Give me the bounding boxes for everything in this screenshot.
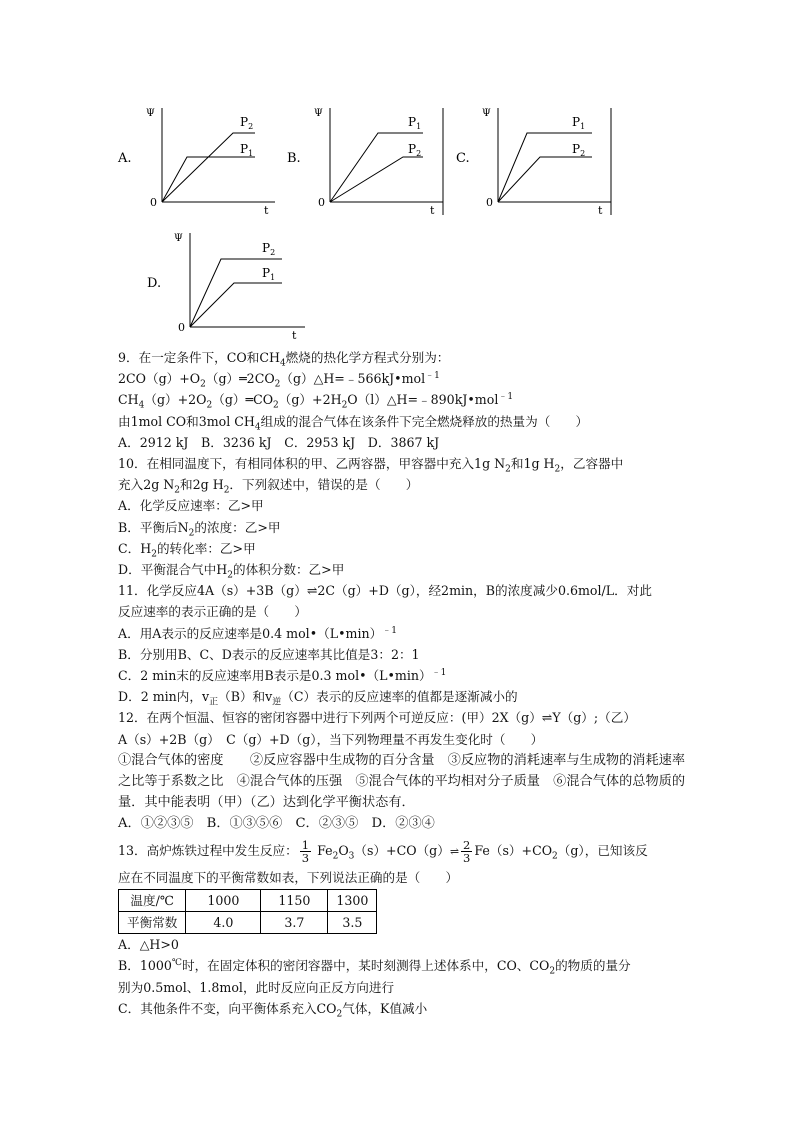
graph-c-lower-label: $P_2$	[572, 142, 586, 158]
q11-option-d: D．2 min内，$v_正(B)$和$v_逆(C)$表示的反应速率的值都是逐渐减小的	[118, 689, 518, 708]
graph-d-lower-curve	[190, 283, 282, 327]
graph-b-origin: 0	[318, 196, 325, 209]
q9-question: 由1mol CO和3mol $CH_4$组成的混合气体在该条件下完全燃烧释放的热量为（ ）	[118, 413, 589, 433]
graph-b-upper-label: $P_1$	[408, 115, 422, 131]
q10-option-a: A．化学反应速率：乙>甲	[118, 498, 264, 514]
graph-d-y-axis: Ψ	[174, 233, 183, 244]
table-cell: 1000	[186, 889, 261, 911]
graph-a-origin: 0	[150, 196, 157, 209]
table-cell: 3.7	[261, 912, 328, 934]
graph-a-x-axis: t	[264, 204, 269, 217]
table-cell: 1300	[328, 889, 377, 911]
graph-a-lower-curve	[162, 157, 255, 202]
graph-d-lower-label: $P_1$	[262, 266, 276, 282]
graph-c-upper-label: $P_1$	[572, 115, 586, 131]
graph-b-label: B.	[287, 151, 301, 166]
q11-option-b: B．分别用B、C、D表示的反应速率其比值是3：2：1	[118, 646, 420, 662]
graph-c-x-axis: t	[598, 204, 603, 217]
graph-c-origin: 0	[486, 196, 493, 209]
q13-fraction-1: $\frac{1}{3}$	[301, 837, 310, 865]
graph-d	[147, 233, 305, 340]
q10-stem-1: 10．在相同温度下，有相同体积的甲、乙两容器，甲容器中充入1g $N_2$和1g $H_2$，乙容器中	[118, 456, 624, 475]
table-cell: 1150	[261, 889, 328, 911]
table-row	[119, 912, 377, 934]
q10-stem-2: 充入2g $N_2$和2g $H_2$．下列叙述中，错误的是（ ）	[118, 477, 419, 496]
q11-stem-2: 反应速率的表示正确的是（ ）	[118, 604, 307, 620]
q13-stem-1: 13．高炉炼铁过程中发生反应： $\frac{1}{3}$ $Fe_2O_3(s)+CO(g)\rightleftharpoons$ $\frac{2}{3}$ $Fe(s)+CO_2(g)$，已知该反	[118, 837, 648, 865]
equilibrium-constant-table	[118, 889, 377, 934]
table-cell: 平衡常数	[119, 912, 186, 934]
q12-stem-2: A（s）+2B（g） C（g）+D（g），当下列物理量不再发生变化时（ ）	[118, 731, 544, 747]
table-row	[119, 889, 377, 911]
q12-options: A．①②③⑤ B．①③⑤⑥ C．②③⑤ D．②③④	[118, 816, 435, 832]
table-cell: 温度/℃	[119, 889, 186, 911]
q11-option-a: A．用A表示的反应速率是0.4 mol•（L•min）$^{﹣1}$	[118, 625, 397, 641]
q11-option-c: C．2 min末的反应速率用B表示是0.3 mol•（L•min）$^{﹣1}$	[118, 667, 447, 684]
graph-c	[456, 108, 611, 217]
q13-stem-2: 应在不同温度下的平衡常数如表，下列说法正确的是（ ）	[118, 869, 459, 885]
q10-option-c: C．$H_2$的转化率：乙>甲	[118, 540, 256, 560]
graph-a-upper-label: $P_2$	[240, 115, 254, 131]
q13-option-b-2: 别为0.5mol、1.8mol，此时反应向正反方向进行	[118, 979, 395, 995]
graph-b-lower-curve	[330, 157, 423, 202]
graph-c-lower-curve	[498, 157, 592, 202]
graph-a-y-axis: Ψ	[146, 108, 155, 119]
graph-c-label: C.	[456, 151, 470, 166]
q9-stem: 9．在一定条件下，CO和$CH_4$燃烧的热化学方程式分别为：	[118, 350, 450, 369]
graph-d-x-axis: t	[292, 329, 297, 340]
q12-body: ①混合气体的密度 ②反应容器中生成物的百分含量 ③反应物的消耗速率与生成物的消耗速率之比等于系数之比 ④混合气体的压强 ⑤混合气体的平均相对分子质量 ⑥混合气体的总物质的量．其中能表明（甲）（乙）达到化学平衡状态有．	[118, 752, 686, 811]
q13-fraction-2: $\frac{2}{3}$	[463, 837, 471, 865]
q10-option-d: D．平衡混合气中$H_2$的体积分数：乙>甲	[118, 562, 345, 581]
graph-b	[287, 108, 443, 217]
q13-option-a: A．△H>0	[118, 937, 179, 953]
graph-b-lower-label: $P_2$	[408, 142, 422, 158]
q9-equation-1: $2CO(g)+O_2(g)═2CO_2(g)\triangle H=﹣566kJ•mol^{﹣1}$	[118, 371, 440, 390]
question-text	[118, 347, 688, 1019]
q12-stem-1: 12．在两个恒温、恒容的密闭容器中进行下列两个可逆反应：(甲）2X（g）⇌Y（g）;（乙）	[118, 710, 636, 726]
table-cell: 4.0	[186, 912, 261, 934]
graph-d-upper-label: $P_2$	[262, 241, 276, 257]
graph-a-lower-label: $P_1$	[240, 142, 254, 158]
graph-b-y-axis: Ψ	[314, 108, 323, 119]
q11-stem-1: 11．化学反应4A（s）+3B（g）⇌2C（g）+D（g），经2min，B的浓度减少0.6mol/L．对此	[118, 583, 652, 599]
graph-c-y-axis: Ψ	[482, 108, 491, 119]
graph-d-label: D.	[147, 276, 162, 291]
graph-d-origin: 0	[178, 321, 185, 334]
q10-option-b: B．平衡后$N_2$的浓度：乙>甲	[118, 519, 281, 539]
q9-options: A．2912 kJ B．3236 kJ C．2953 kJ D．3867 kJ	[118, 434, 440, 450]
graph-a-label: A.	[118, 151, 132, 166]
graph-b-x-axis: t	[430, 204, 435, 217]
q13-option-b-1: B．1000℃时，在固定体积的密闭容器中，某时刻测得上述体系中，CO、$CO_2$的物质的量分	[118, 958, 631, 977]
q13-option-c: C．其他条件不变，向平衡体系充入$CO_2$气体，K值减小	[118, 1000, 428, 1020]
graph-a	[117, 108, 275, 217]
table-cell: 3.5	[328, 912, 377, 934]
q9-equation-2: $CH_4(g)+2O_2(g)═CO_2(g)+2H_2O(l)\triangle H=﹣890kJ•mol^{﹣1}$	[118, 392, 514, 411]
option-graphs	[0, 0, 794, 340]
